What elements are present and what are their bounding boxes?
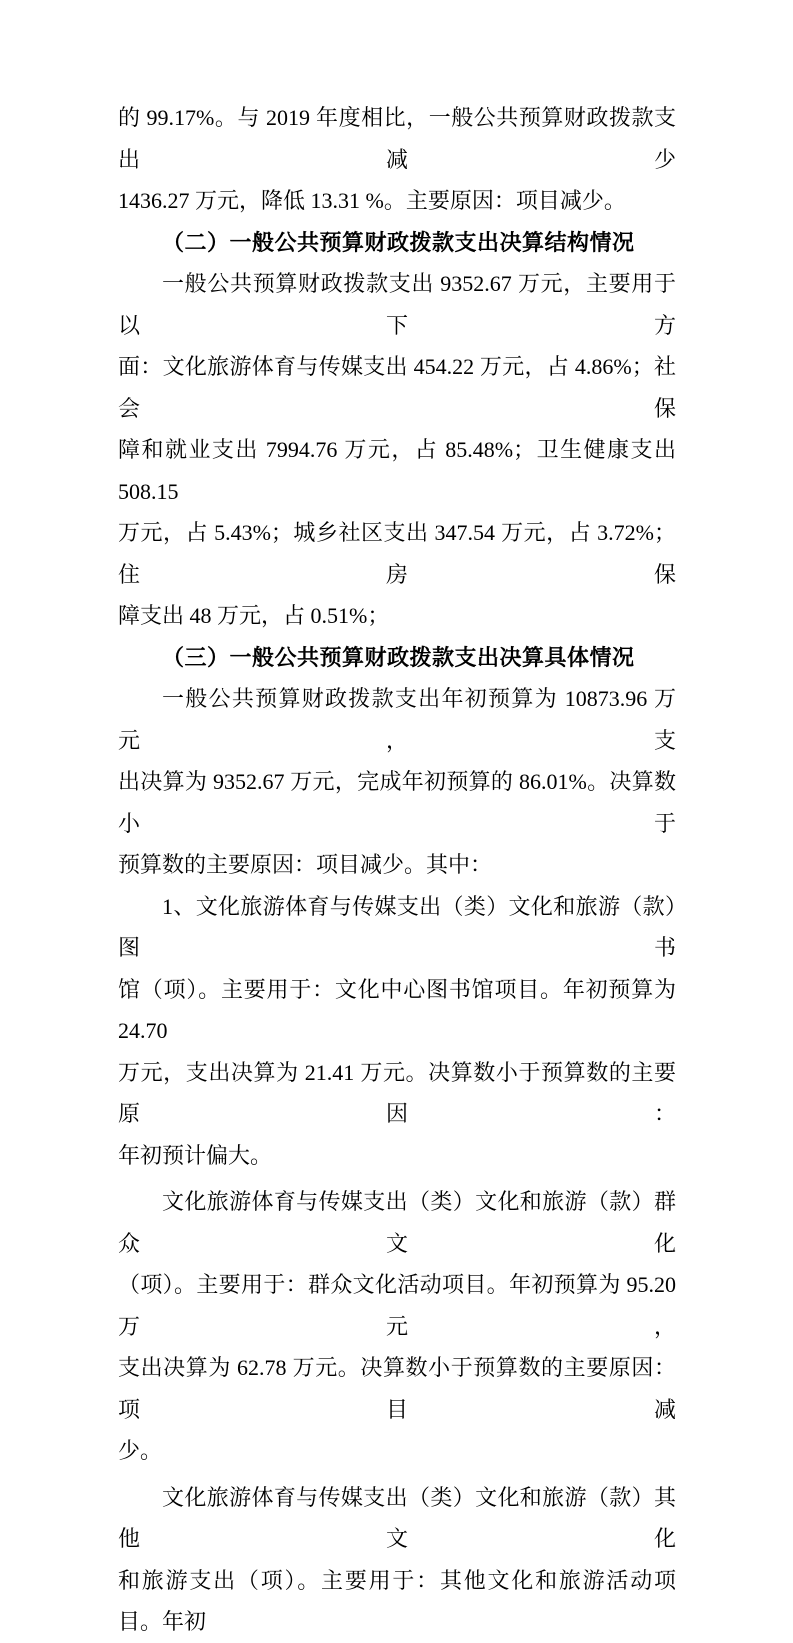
- text-line: 和旅游支出（项）。主要用于：其他文化和旅游活动项目。年初: [118, 1567, 676, 1634]
- text-line: 障支出 48 万元，占 0.51%；: [118, 603, 390, 628]
- text-line: （三）一般公共预算财政拨款支出决算具体情况: [162, 644, 635, 670]
- body-paragraph: [118, 886, 676, 1177]
- text-line: 障和就业支出 7994.76 万元，占 85.48%；卫生健康支出 508.15: [118, 437, 676, 504]
- text-line: 文化旅游体育与传媒支出（类）文化和旅游（款）其他文化: [118, 1484, 676, 1551]
- body-paragraph: [118, 678, 676, 886]
- text-line: （项）。主要用于：群众文化活动项目。年初预算为 95.20 万元，: [118, 1272, 676, 1339]
- body-paragraph: [118, 263, 676, 637]
- text-line: 1436.27 万元，降低 13.31 %。主要原因：项目减少。: [118, 188, 626, 213]
- text-line: 一般公共预算财政拨款支出 9352.67 万元，主要用于以下方: [118, 271, 676, 338]
- text-line: 预算数的主要原因：项目减少。其中：: [118, 852, 493, 877]
- document-body: [118, 97, 676, 1643]
- section-heading: [118, 637, 676, 679]
- text-line: 出决算为 9352.67 万元，完成年初预算的 86.01%。决算数小于: [118, 769, 676, 836]
- text-line: 的 99.17%。与 2019 年度相比，一般公共预算财政拨款支出减少: [118, 105, 676, 172]
- text-line: 馆（项）。主要用于：文化中心图书馆项目。年初预算为 24.70: [118, 976, 676, 1043]
- body-paragraph: [118, 1477, 676, 1643]
- text-line: 1、文化旅游体育与传媒支出（类）文化和旅游（款）图书: [118, 893, 676, 960]
- body-paragraph: [118, 1181, 676, 1472]
- text-line: 面：文化旅游体育与传媒支出 454.22 万元，占 4.86%；社会保: [118, 354, 676, 421]
- body-paragraph: [118, 97, 676, 222]
- text-line: 文化旅游体育与传媒支出（类）文化和旅游（款）群众文化: [118, 1189, 676, 1256]
- text-line: 万元，占 5.43%；城乡社区支出 347.54 万元，占 3.72%；住房保: [118, 520, 676, 587]
- text-line: 少。: [118, 1438, 163, 1463]
- section-heading: [118, 222, 676, 264]
- text-line: （二）一般公共预算财政拨款支出决算结构情况: [162, 229, 635, 255]
- text-line: 支出决算为 62.78 万元。决算数小于预算数的主要原因：项目减: [118, 1355, 676, 1422]
- text-line: 一般公共预算财政拨款支出年初预算为 10873.96 万元，支: [118, 686, 676, 753]
- text-line: 年初预计偏大。: [118, 1142, 273, 1168]
- text-line: 万元，支出决算为 21.41 万元。决算数小于预算数的主要原因：: [118, 1059, 676, 1126]
